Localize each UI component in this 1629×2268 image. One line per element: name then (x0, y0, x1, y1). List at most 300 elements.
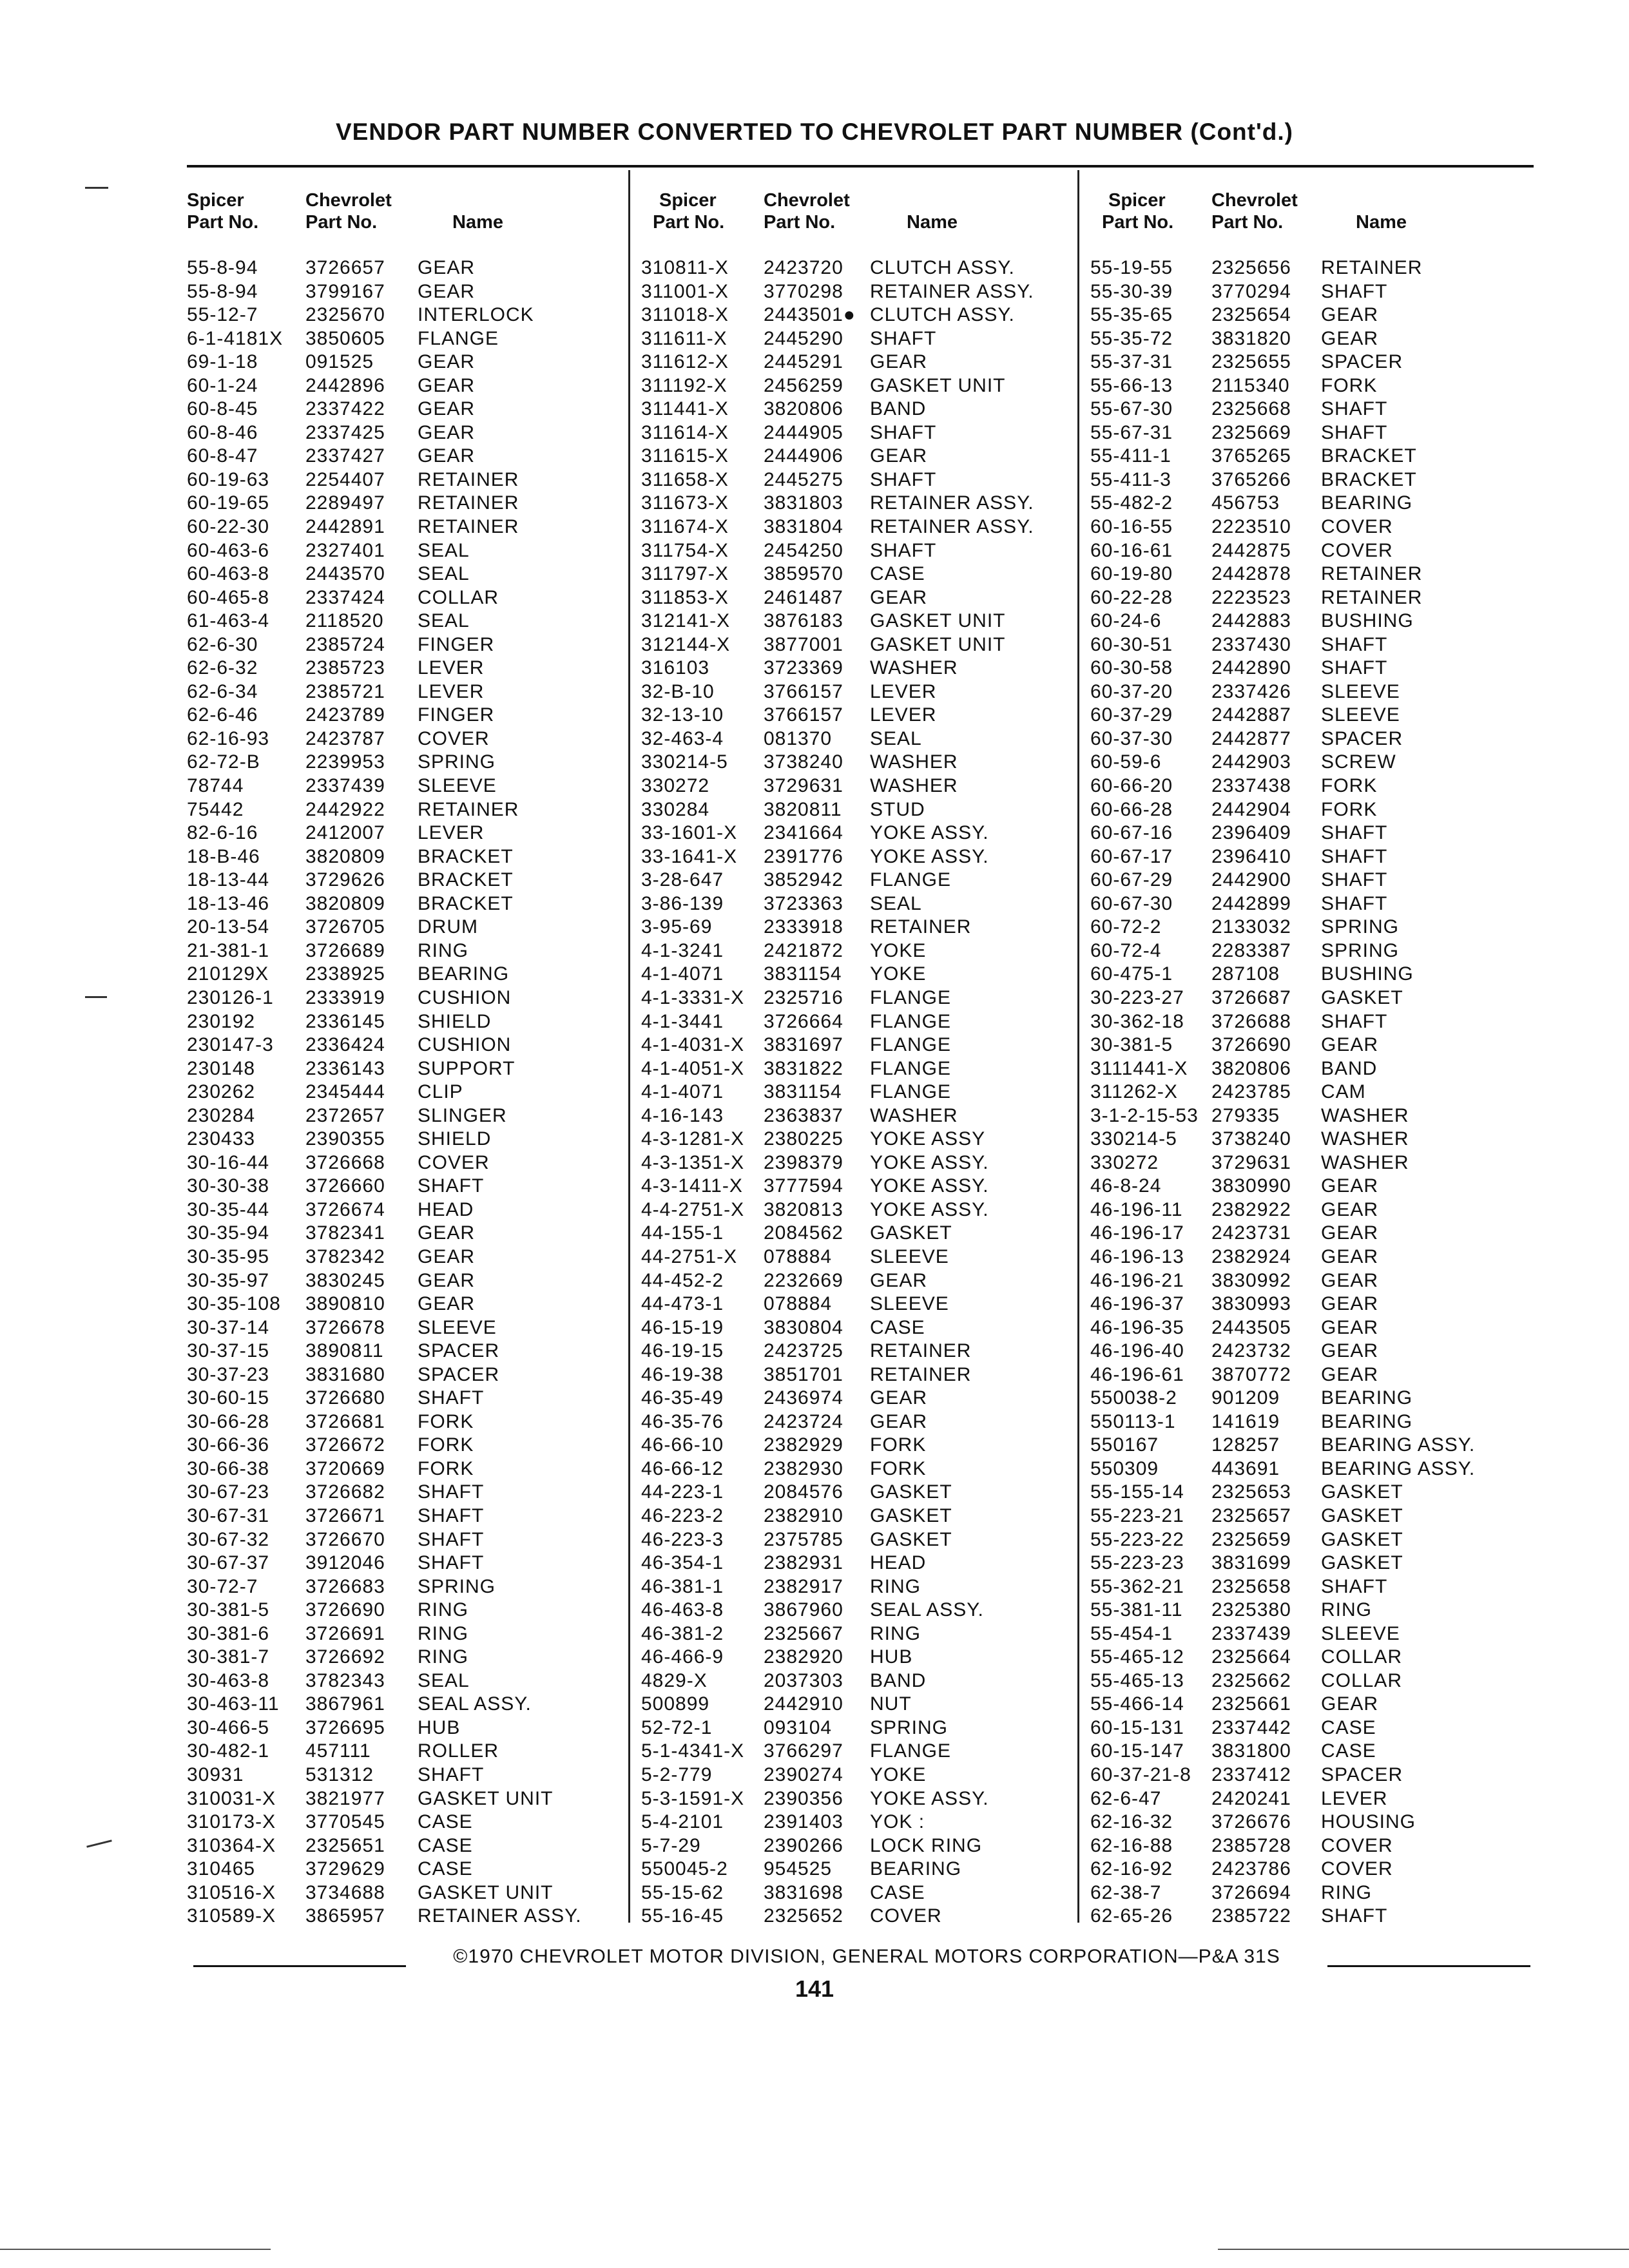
chevrolet-part-no: 2325668 (1211, 398, 1291, 420)
chevrolet-part-no: 2442887 (1211, 704, 1291, 726)
table-row (641, 1104, 1074, 1128)
page-title: VENDOR PART NUMBER CONVERTED TO CHEVROLET PART NUMBER (Cont'd.) (335, 119, 1293, 145)
chevrolet-part-no: 2396410 (1211, 845, 1291, 867)
chevrolet-part-no: 2442890 (1211, 657, 1291, 679)
table-row (187, 798, 625, 822)
table-row (1090, 1599, 1532, 1622)
part-name: COVER (1321, 1858, 1393, 1880)
chevrolet-part-no: 3726694 (1211, 1881, 1291, 1903)
chevrolet-part-no: 2442896 (305, 374, 385, 396)
chevrolet-part-no: 2325657 (1211, 1504, 1291, 1526)
part-name: YOKE (870, 1764, 927, 1785)
part-name: GASKET UNIT (870, 610, 1006, 632)
table-row (641, 1316, 1074, 1340)
table-row (187, 351, 625, 374)
chevrolet-part-no: 3726680 (305, 1387, 385, 1409)
table-row (1090, 1104, 1532, 1128)
table-row (641, 869, 1074, 892)
table-row (187, 374, 625, 398)
part-name: SHAFT (1321, 421, 1388, 443)
chevrolet-part-no: 2445275 (764, 468, 843, 490)
table-row (187, 1622, 625, 1646)
chevrolet-part-no: 3831154 (764, 1081, 842, 1103)
table-row (641, 657, 1074, 680)
part-name: GEAR (1321, 304, 1379, 326)
part-name: SEAL (418, 539, 470, 561)
spicer-part-no: 30-67-32 (187, 1528, 270, 1550)
spicer-part-no: 310589-X (187, 1905, 276, 1927)
table-row (187, 1881, 625, 1905)
chevrolet-part-no: 2382910 (764, 1504, 843, 1526)
chevrolet-part-no: 3820806 (764, 398, 843, 420)
spicer-part-no: 210129X (187, 963, 269, 985)
chevrolet-part-no: 3765266 (1211, 468, 1291, 490)
table-row (1090, 1504, 1532, 1528)
spicer-part-no: 311674-X (641, 516, 729, 538)
chevrolet-part-no: 3830804 (764, 1316, 843, 1338)
spicer-part-no: 30-381-7 (187, 1646, 270, 1668)
chevrolet-part-no: 2372657 (305, 1104, 385, 1126)
part-name: SHAFT (1321, 869, 1388, 891)
part-name: SHAFT (1321, 633, 1388, 655)
table-row (187, 1457, 625, 1481)
part-name: GEAR (1321, 1245, 1379, 1267)
table-row (641, 1575, 1074, 1599)
part-name: CASE (870, 1881, 925, 1903)
part-name: GEAR (418, 1222, 476, 1244)
chevrolet-part-no: 3726692 (305, 1646, 385, 1668)
spicer-part-no: 62-16-88 (1090, 1834, 1173, 1856)
spicer-part-no: 55-411-1 (1090, 445, 1171, 467)
chevrolet-part-no: 3831699 (1211, 1552, 1291, 1574)
part-name: COVER (418, 727, 490, 749)
table-row (641, 280, 1074, 304)
part-name: BRACKET (418, 869, 514, 891)
spicer-part-no: 62-16-32 (1090, 1811, 1173, 1833)
table-row (187, 1669, 625, 1693)
spicer-part-no: 30-60-15 (187, 1387, 270, 1409)
chevrolet-part-no: 3877001 (764, 633, 843, 655)
spicer-part-no: 30-67-31 (187, 1504, 270, 1526)
chevrolet-part-no: 3859570 (764, 563, 843, 585)
spicer-part-no: 46-381-2 (641, 1622, 724, 1644)
spicer-part-no: 311658-X (641, 468, 729, 490)
chevrolet-part-no: 3831800 (1211, 1740, 1291, 1762)
chevrolet-part-no: 2382931 (764, 1552, 843, 1574)
spicer-part-no: 60-19-65 (187, 492, 270, 514)
chevrolet-part-no: 2325664 (1211, 1646, 1291, 1668)
table-row (1090, 492, 1532, 515)
part-name: GEAR (1321, 1293, 1379, 1315)
chevrolet-part-no: 2325653 (1211, 1481, 1291, 1503)
spicer-part-no: 33-1601-X (641, 822, 738, 844)
part-name: RETAINER ASSY. (418, 1905, 582, 1927)
spicer-part-no: 312144-X (641, 633, 731, 655)
table-row (187, 1245, 625, 1269)
table-row (641, 1763, 1074, 1787)
chevrolet-part-no: 2442899 (1211, 892, 1291, 914)
chevrolet-part-no: 2084576 (764, 1481, 843, 1503)
chevrolet-part-no: 3876183 (764, 610, 843, 632)
chevrolet-part-no: 3726660 (305, 1175, 385, 1197)
chevrolet-part-no: 3782343 (305, 1669, 385, 1691)
chevrolet-part-no: 2442875 (1211, 539, 1291, 561)
chevrolet-part-no: 2385728 (1211, 1834, 1291, 1856)
column-header (187, 186, 625, 256)
chevrolet-part-no: 3766157 (764, 704, 843, 726)
table-row (641, 303, 1074, 327)
chevrolet-part-no: 2337430 (1211, 633, 1291, 655)
table-row (187, 1811, 625, 1834)
spicer-part-no: 44-473-1 (641, 1293, 724, 1315)
spicer-part-no: 3-28-647 (641, 869, 724, 891)
spicer-part-no: 4-3-1411-X (641, 1175, 743, 1197)
part-name: INTERLOCK (418, 304, 534, 326)
chevrolet-part-no: 3820806 (1211, 1057, 1291, 1079)
part-name: GASKET (870, 1222, 952, 1244)
chevrolet-part-no: 2390274 (764, 1764, 843, 1785)
part-name: RING (870, 1622, 921, 1644)
chevrolet-part-no: 3726682 (305, 1481, 385, 1503)
part-name: YOKE ASSY. (870, 1175, 989, 1197)
chevrolet-part-no: 2223510 (1211, 516, 1291, 538)
chevrolet-part-no: 3723369 (764, 657, 843, 679)
table-row (641, 1646, 1074, 1669)
spicer-part-no: 30-16-44 (187, 1151, 270, 1173)
part-name: FORK (1321, 374, 1378, 396)
chevrolet-part-no: 3821977 (305, 1787, 385, 1809)
table-row (187, 822, 625, 845)
spicer-part-no: 230126-1 (187, 986, 274, 1008)
table-row (1090, 916, 1532, 939)
table-row (187, 704, 625, 727)
part-name: GEAR (418, 374, 476, 396)
spicer-part-no: 60-19-63 (187, 468, 270, 490)
part-name: CASE (418, 1858, 473, 1880)
name-header: Name (907, 212, 958, 233)
chevrolet-part-no: 2423787 (305, 727, 385, 749)
spicer-part-no: 46-196-17 (1090, 1222, 1184, 1244)
chevrolet-part-no: 3912046 (305, 1552, 385, 1574)
spicer-part-no: 30-30-38 (187, 1175, 270, 1197)
table-row (641, 822, 1074, 845)
table-row (1090, 1787, 1532, 1811)
part-name: CUSHION (418, 1034, 512, 1056)
spicer-part-no: 55-454-1 (1090, 1622, 1173, 1644)
chevrolet-part-no: 3726678 (305, 1316, 385, 1338)
chevrolet-part-no: 3720669 (305, 1457, 385, 1479)
table-row (187, 1222, 625, 1245)
part-name: SPACER (418, 1340, 500, 1362)
spicer-part-no: 55-465-12 (1090, 1646, 1184, 1668)
part-name: YOKE ASSY. (870, 822, 989, 844)
part-name: GEAR (418, 398, 476, 420)
table-row (187, 1763, 625, 1787)
spicer-part-no: 60-30-51 (1090, 633, 1173, 655)
spicer-part-no: 55-67-31 (1090, 421, 1173, 443)
part-name: BRACKET (1321, 445, 1417, 467)
part-name: SEAL (418, 563, 470, 585)
spicer-part-no: 30-35-97 (187, 1269, 270, 1291)
part-name: FINGER (418, 704, 495, 726)
spicer-header-line1: Spicer (1108, 190, 1166, 211)
part-name: RETAINER (870, 1340, 972, 1362)
table-row (641, 845, 1074, 869)
chevrolet-part-no: 2423724 (764, 1410, 843, 1432)
spicer-part-no: 55-15-62 (641, 1881, 724, 1903)
part-name: RETAINER (1321, 563, 1423, 585)
table-row (187, 515, 625, 539)
chevrolet-part-no: 2391776 (764, 845, 843, 867)
spicer-part-no: 30-67-23 (187, 1481, 270, 1503)
table-row (641, 727, 1074, 751)
chevrolet-part-no: 3850605 (305, 327, 385, 349)
table-row (187, 727, 625, 751)
table-row (187, 1716, 625, 1740)
chevrolet-part-no: 093104 (764, 1716, 833, 1738)
table-row (187, 1787, 625, 1811)
chevrolet-part-no: 456753 (1211, 492, 1280, 514)
table-row (187, 610, 625, 633)
part-name: GEAR (870, 1387, 928, 1409)
table-row (187, 963, 625, 986)
part-name: SHIELD (418, 1010, 492, 1032)
chevrolet-part-no: 3726689 (305, 939, 385, 961)
spicer-part-no: 550038-2 (1090, 1387, 1177, 1409)
spicer-part-no: 311615-X (641, 445, 729, 467)
spicer-part-no: 4-1-4071 (641, 963, 724, 985)
table-row (641, 351, 1074, 374)
spicer-part-no: 3-86-139 (641, 892, 724, 914)
chevrolet-part-no: 2390355 (305, 1128, 385, 1150)
chevrolet-part-no: 2443501● (764, 304, 856, 326)
part-name: BEARING (1321, 1410, 1413, 1432)
table-row (641, 1622, 1074, 1646)
chevrolet-part-no: 3820811 (764, 798, 842, 820)
chevrolet-part-no: 3726672 (305, 1434, 385, 1456)
spicer-part-no: 60-67-30 (1090, 892, 1173, 914)
spicer-part-no: 46-381-1 (641, 1575, 724, 1597)
spicer-part-no: 55-19-55 (1090, 257, 1173, 278)
chevrolet-part-no: 3765265 (1211, 445, 1291, 467)
chevrolet-part-no: 2382920 (764, 1646, 843, 1668)
chevrolet-part-no: 2454250 (764, 539, 843, 561)
chevrolet-part-no: 3890811 (305, 1340, 384, 1362)
spicer-part-no: 55-482-2 (1090, 492, 1173, 514)
table-row (1090, 822, 1532, 845)
spicer-part-no: 230284 (187, 1104, 256, 1126)
spicer-part-no: 60-37-29 (1090, 704, 1173, 726)
spicer-part-no: 310173-X (187, 1811, 276, 1833)
table-row (187, 1104, 625, 1128)
chevrolet-part-no: 3726688 (1211, 1010, 1291, 1032)
table-row (1090, 1222, 1532, 1245)
table-row (641, 1057, 1074, 1081)
chevrolet-part-no: 091525 (305, 351, 374, 373)
spicer-part-no: 44-223-1 (641, 1481, 724, 1503)
part-name: RETAINER (1321, 257, 1423, 278)
part-name: SCREW (1321, 751, 1396, 773)
table-row (187, 398, 625, 421)
part-name: SPRING (418, 751, 496, 773)
table-row (187, 892, 625, 916)
spicer-part-no: 46-196-37 (1090, 1293, 1184, 1315)
part-name: FLANGE (870, 1010, 952, 1032)
spicer-part-no: 46-196-40 (1090, 1340, 1184, 1362)
spicer-part-no: 311612-X (641, 351, 729, 373)
table-row (187, 468, 625, 492)
part-name: BRACKET (418, 892, 514, 914)
footer (193, 1946, 1534, 1974)
spicer-part-no: 46-196-11 (1090, 1198, 1183, 1220)
table-row (187, 1175, 625, 1198)
chevrolet-part-no: 2382929 (764, 1434, 843, 1456)
part-name: RETAINER (870, 1363, 972, 1385)
part-name: GEAR (418, 1269, 476, 1291)
column-header (1090, 186, 1532, 256)
spicer-part-no: 30-381-5 (187, 1599, 270, 1621)
spicer-part-no: 4-1-4051-X (641, 1057, 745, 1079)
table-row (1090, 539, 1532, 563)
part-name: SLINGER (418, 1104, 507, 1126)
chevrolet-part-no: 901209 (1211, 1387, 1280, 1409)
part-name: RETAINER (418, 492, 519, 514)
spicer-part-no: 30-66-38 (187, 1457, 270, 1479)
spicer-part-no: 18-B-46 (187, 845, 260, 867)
spicer-part-no: 44-2751-X (641, 1245, 738, 1267)
chevrolet-part-no: 2337427 (305, 445, 385, 467)
spicer-part-no: 30-72-7 (187, 1575, 258, 1597)
part-name: SPRING (870, 1716, 949, 1738)
part-name: COVER (1321, 516, 1393, 538)
spicer-part-no: 55-35-65 (1090, 304, 1173, 326)
chevrolet-part-no: 2232669 (764, 1269, 843, 1291)
part-name: CASE (870, 563, 925, 585)
spicer-part-no: 55-465-13 (1090, 1669, 1184, 1691)
spicer-header-line2: Part No. (653, 212, 725, 233)
chevrolet-header-line2: Part No. (305, 212, 378, 233)
spicer-part-no: 60-8-45 (187, 398, 258, 420)
table-row (641, 256, 1074, 280)
part-name: CASE (1321, 1716, 1376, 1738)
table-row (1090, 1834, 1532, 1858)
spicer-part-no: 60-15-147 (1090, 1740, 1184, 1762)
spicer-part-no: 82-6-16 (187, 822, 258, 844)
table-row (641, 1245, 1074, 1269)
part-name: SLEEVE (1321, 704, 1400, 726)
part-name: SEAL (418, 610, 470, 632)
part-name: GEAR (1321, 1198, 1379, 1220)
chevrolet-part-no: 2115340 (1211, 374, 1290, 396)
part-name: SPRING (1321, 916, 1400, 938)
chevrolet-header-line1: Chevrolet (1211, 190, 1298, 211)
part-name: HUB (418, 1716, 461, 1738)
table-row (641, 1010, 1074, 1034)
chevrolet-part-no: 2423732 (1211, 1340, 1291, 1362)
spicer-part-no: 55-37-31 (1090, 351, 1173, 373)
spicer-part-no: 21-381-1 (187, 939, 270, 961)
part-name: CASE (870, 1316, 925, 1338)
table-row (1090, 515, 1532, 539)
margin-mark (85, 187, 108, 189)
chevrolet-part-no: 3726670 (305, 1528, 385, 1550)
spicer-part-no: 32-13-10 (641, 704, 724, 726)
chevrolet-part-no: 3867961 (305, 1693, 385, 1715)
spicer-part-no: 30-37-14 (187, 1316, 270, 1338)
spicer-part-no: 55-66-13 (1090, 374, 1173, 396)
name-header: Name (452, 212, 503, 233)
spicer-part-no: 60-1-24 (187, 374, 258, 396)
chevrolet-part-no: 2385722 (1211, 1905, 1291, 1927)
table-row (187, 869, 625, 892)
spicer-part-no: 30-35-95 (187, 1245, 270, 1267)
table-row (1090, 1905, 1532, 1928)
table-row (1090, 1552, 1532, 1575)
part-name: SHAFT (870, 539, 937, 561)
part-name: LEVER (1321, 1787, 1388, 1809)
spicer-part-no: 60-8-47 (187, 445, 258, 467)
table-row (187, 1410, 625, 1434)
part-name: GASKET (870, 1504, 952, 1526)
part-name: BAND (870, 1669, 927, 1691)
spicer-part-no: 60-16-55 (1090, 516, 1173, 538)
spicer-part-no: 5-3-1591-X (641, 1787, 745, 1809)
table-row (641, 751, 1074, 774)
chevrolet-part-no: 2442877 (1211, 727, 1291, 749)
spicer-part-no: 311797-X (641, 563, 729, 585)
part-name: CLUTCH ASSY. (870, 257, 1015, 278)
spicer-part-no: 230147-3 (187, 1034, 274, 1056)
spicer-part-no: 3-95-69 (641, 916, 713, 938)
chevrolet-part-no: 3770294 (1211, 280, 1291, 302)
spicer-part-no: 46-35-49 (641, 1387, 724, 1409)
spicer-part-no: 60-67-29 (1090, 869, 1173, 891)
spicer-part-no: 33-1641-X (641, 845, 738, 867)
part-name: FORK (1321, 798, 1378, 820)
table-row (187, 1081, 625, 1104)
part-name: RETAINER (870, 916, 972, 938)
spicer-part-no: 310811-X (641, 257, 729, 278)
table-row (641, 562, 1074, 586)
spicer-part-no: 46-196-61 (1090, 1363, 1184, 1385)
chevrolet-part-no: 2444906 (764, 445, 843, 467)
chevrolet-part-no: 3890810 (305, 1293, 385, 1315)
part-name: BEARING (1321, 492, 1413, 514)
part-name: COVER (418, 1151, 490, 1173)
chevrolet-part-no: 2443505 (1211, 1316, 1291, 1338)
spicer-part-no: 30-66-36 (187, 1434, 270, 1456)
table-row (1090, 774, 1532, 798)
table-row (187, 1010, 625, 1034)
table-row (641, 515, 1074, 539)
table-row (187, 280, 625, 304)
table-row (187, 1363, 625, 1387)
chevrolet-part-no: 2443570 (305, 563, 385, 585)
part-name: GEAR (418, 257, 476, 278)
spicer-part-no: 60-22-30 (187, 516, 270, 538)
table-row (641, 1269, 1074, 1293)
spicer-part-no: 311614-X (641, 421, 729, 443)
table-row (1090, 351, 1532, 374)
spicer-part-no: 62-72-B (187, 751, 260, 773)
spicer-part-no: 46-196-21 (1090, 1269, 1184, 1291)
part-name: COVER (1321, 1834, 1393, 1856)
spicer-part-no: 5-7-29 (641, 1834, 701, 1856)
chevrolet-part-no: 2385721 (305, 680, 385, 702)
spicer-part-no: 55-155-14 (1090, 1481, 1184, 1503)
footer-rule-left (193, 1965, 406, 1967)
chevrolet-part-no: 2382924 (1211, 1245, 1291, 1267)
